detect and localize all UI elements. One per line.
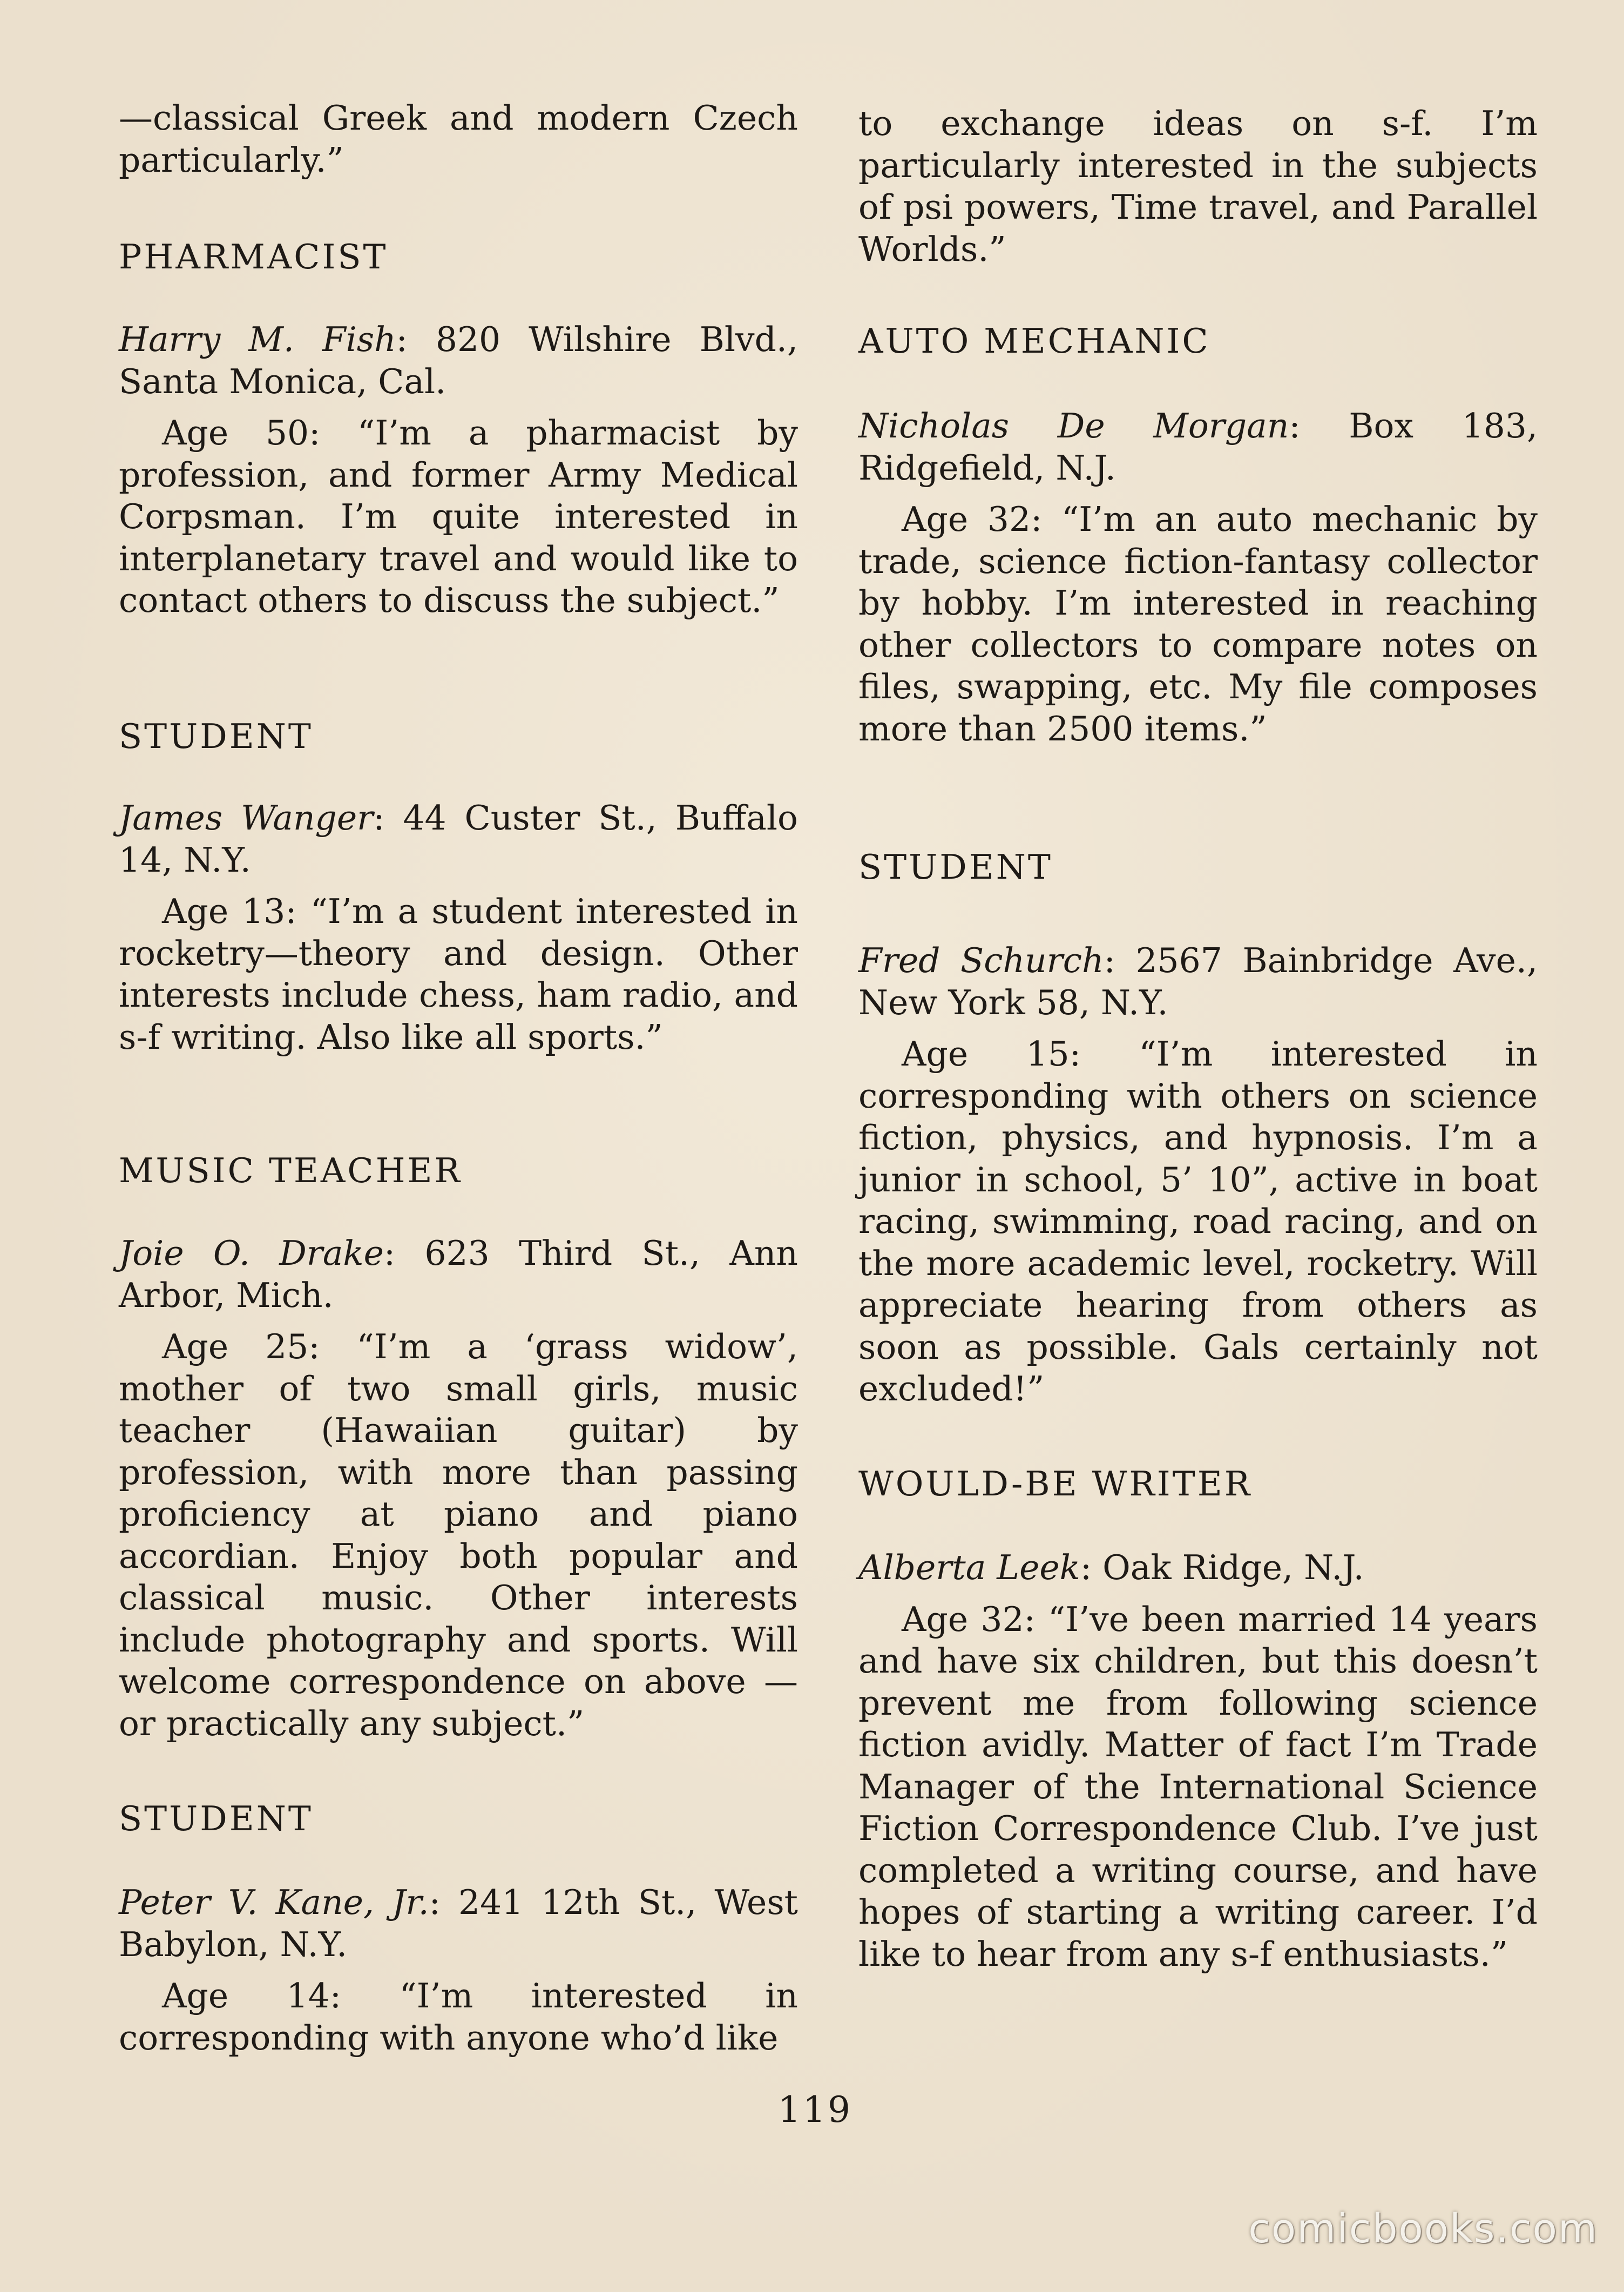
section-heading-student: STUDENT xyxy=(119,717,313,756)
entry-music-teacher xyxy=(119,1232,798,1744)
entry-name: Fred Schurch xyxy=(858,941,1104,980)
entry-body: Age 50: “I’m a pharmacist by profession, and former Army Medical Corpsman. I’m quite interested in interplanetary travel and would like to contact others to discuss the subject.” xyxy=(119,413,798,620)
section-heading-student: STUDENT xyxy=(858,847,1053,887)
continuation-text: to exchange ideas on s-f. I’m particularly interested in the subjects of psi powers, Time travel, and Parallel Worlds.” xyxy=(858,104,1538,269)
entry-pharmacist xyxy=(119,319,798,622)
entry-body: Age 32: “I’ve been married 14 years and have six children, but this doesn’t prevent me from following science fiction avidly. Matter of fact I’m Trade Manager of the International Science Fiction Correspondence Club. I’ve just completed a writing course, and have hopes of starting a writing career. I’d like to hear from any s-f enthusiasts.” xyxy=(858,1599,1538,1974)
entry-student xyxy=(119,1882,798,2059)
entry-student xyxy=(119,797,798,1058)
entry-student xyxy=(858,940,1538,1410)
entry-address: Harry M. Fish: 820 Wilshire Blvd., Santa Monica, Cal. xyxy=(119,320,798,401)
entry-name: Joie O. Drake xyxy=(119,1233,384,1273)
entry-body: Age 25: “I’m a ‘grass widow’, mother of two small girls, music teacher (Hawaiian guitar) by profession, with more than passing proficiency at piano and piano accordian. Enjoy both popular and classical music. Other interests include photography and sports. Will welcome correspondence on above —or practically any subject.” xyxy=(119,1327,798,1743)
entry-address: Fred Schurch: 2567 Bainbridge Ave., New York 58, N.Y. xyxy=(858,941,1538,1022)
continuation-text: —classical Greek and modern Czech particularly.” xyxy=(119,98,798,180)
section-heading-auto-mechanic: AUTO MECHANIC xyxy=(858,321,1210,361)
entry-address: Joie O. Drake: 623 Third St., Ann Arbor, Mich. xyxy=(119,1233,798,1315)
entry-body: Age 13: “I’m a student interested in rocketry—theory and design. Other interests include chess, ham radio, and s-f writing. Also like all sports.” xyxy=(119,892,798,1057)
watermark-logo: comicbooks.com xyxy=(1248,2206,1598,2252)
entry-address: Nicholas De Morgan: Box 183, Ridgefield, N.J. xyxy=(858,406,1538,488)
entry-body: Age 32: “I’m an auto mechanic by trade, science fiction-fantasy collector by hobby. I’m interested in reaching other collectors to compare notes on files, swapping, etc. My file composes more than 2500 items.” xyxy=(858,500,1538,749)
entry-body: Age 14: “I’m interested in corresponding with anyone who’d like xyxy=(119,1976,798,2058)
page-number: 119 xyxy=(778,2089,852,2131)
entry-name: Harry M. Fish xyxy=(119,320,396,359)
section-heading-would-be-writer: WOULD-BE WRITER xyxy=(858,1464,1253,1504)
section-heading-student: STUDENT xyxy=(119,1799,313,1838)
entry-name: Peter V. Kane, Jr. xyxy=(119,1883,429,1922)
entry-name: James Wanger xyxy=(119,798,374,838)
section-heading-music-teacher: MUSIC TEACHER xyxy=(119,1151,462,1190)
entry-would-be-writer xyxy=(858,1547,1538,1975)
entry-body: Age 15: “I’m interested in corresponding with others on science fiction, physics, and hypnosis. I’m a junior in school, 5’ 10”, active in boat racing, swimming, road racing, and on the more academic level, rocketry. Will appreciate hearing from others as soon as possible. Gals certainly not excluded!” xyxy=(858,1034,1538,1408)
entry-auto-mechanic xyxy=(858,405,1538,750)
section-heading-pharmacist: PHARMACIST xyxy=(119,237,388,277)
entry-address: Peter V. Kane, Jr.: 241 12th St., West Babylon, N.Y. xyxy=(119,1883,798,1964)
entry-name: Alberta Leek xyxy=(858,1548,1080,1587)
entry-address: Alberta Leek: Oak Ridge, N.J. xyxy=(858,1548,1364,1587)
entry-name: Nicholas De Morgan xyxy=(858,406,1289,446)
entry-address: James Wanger: 44 Custer St., Buffalo 14, N.Y. xyxy=(119,798,798,880)
